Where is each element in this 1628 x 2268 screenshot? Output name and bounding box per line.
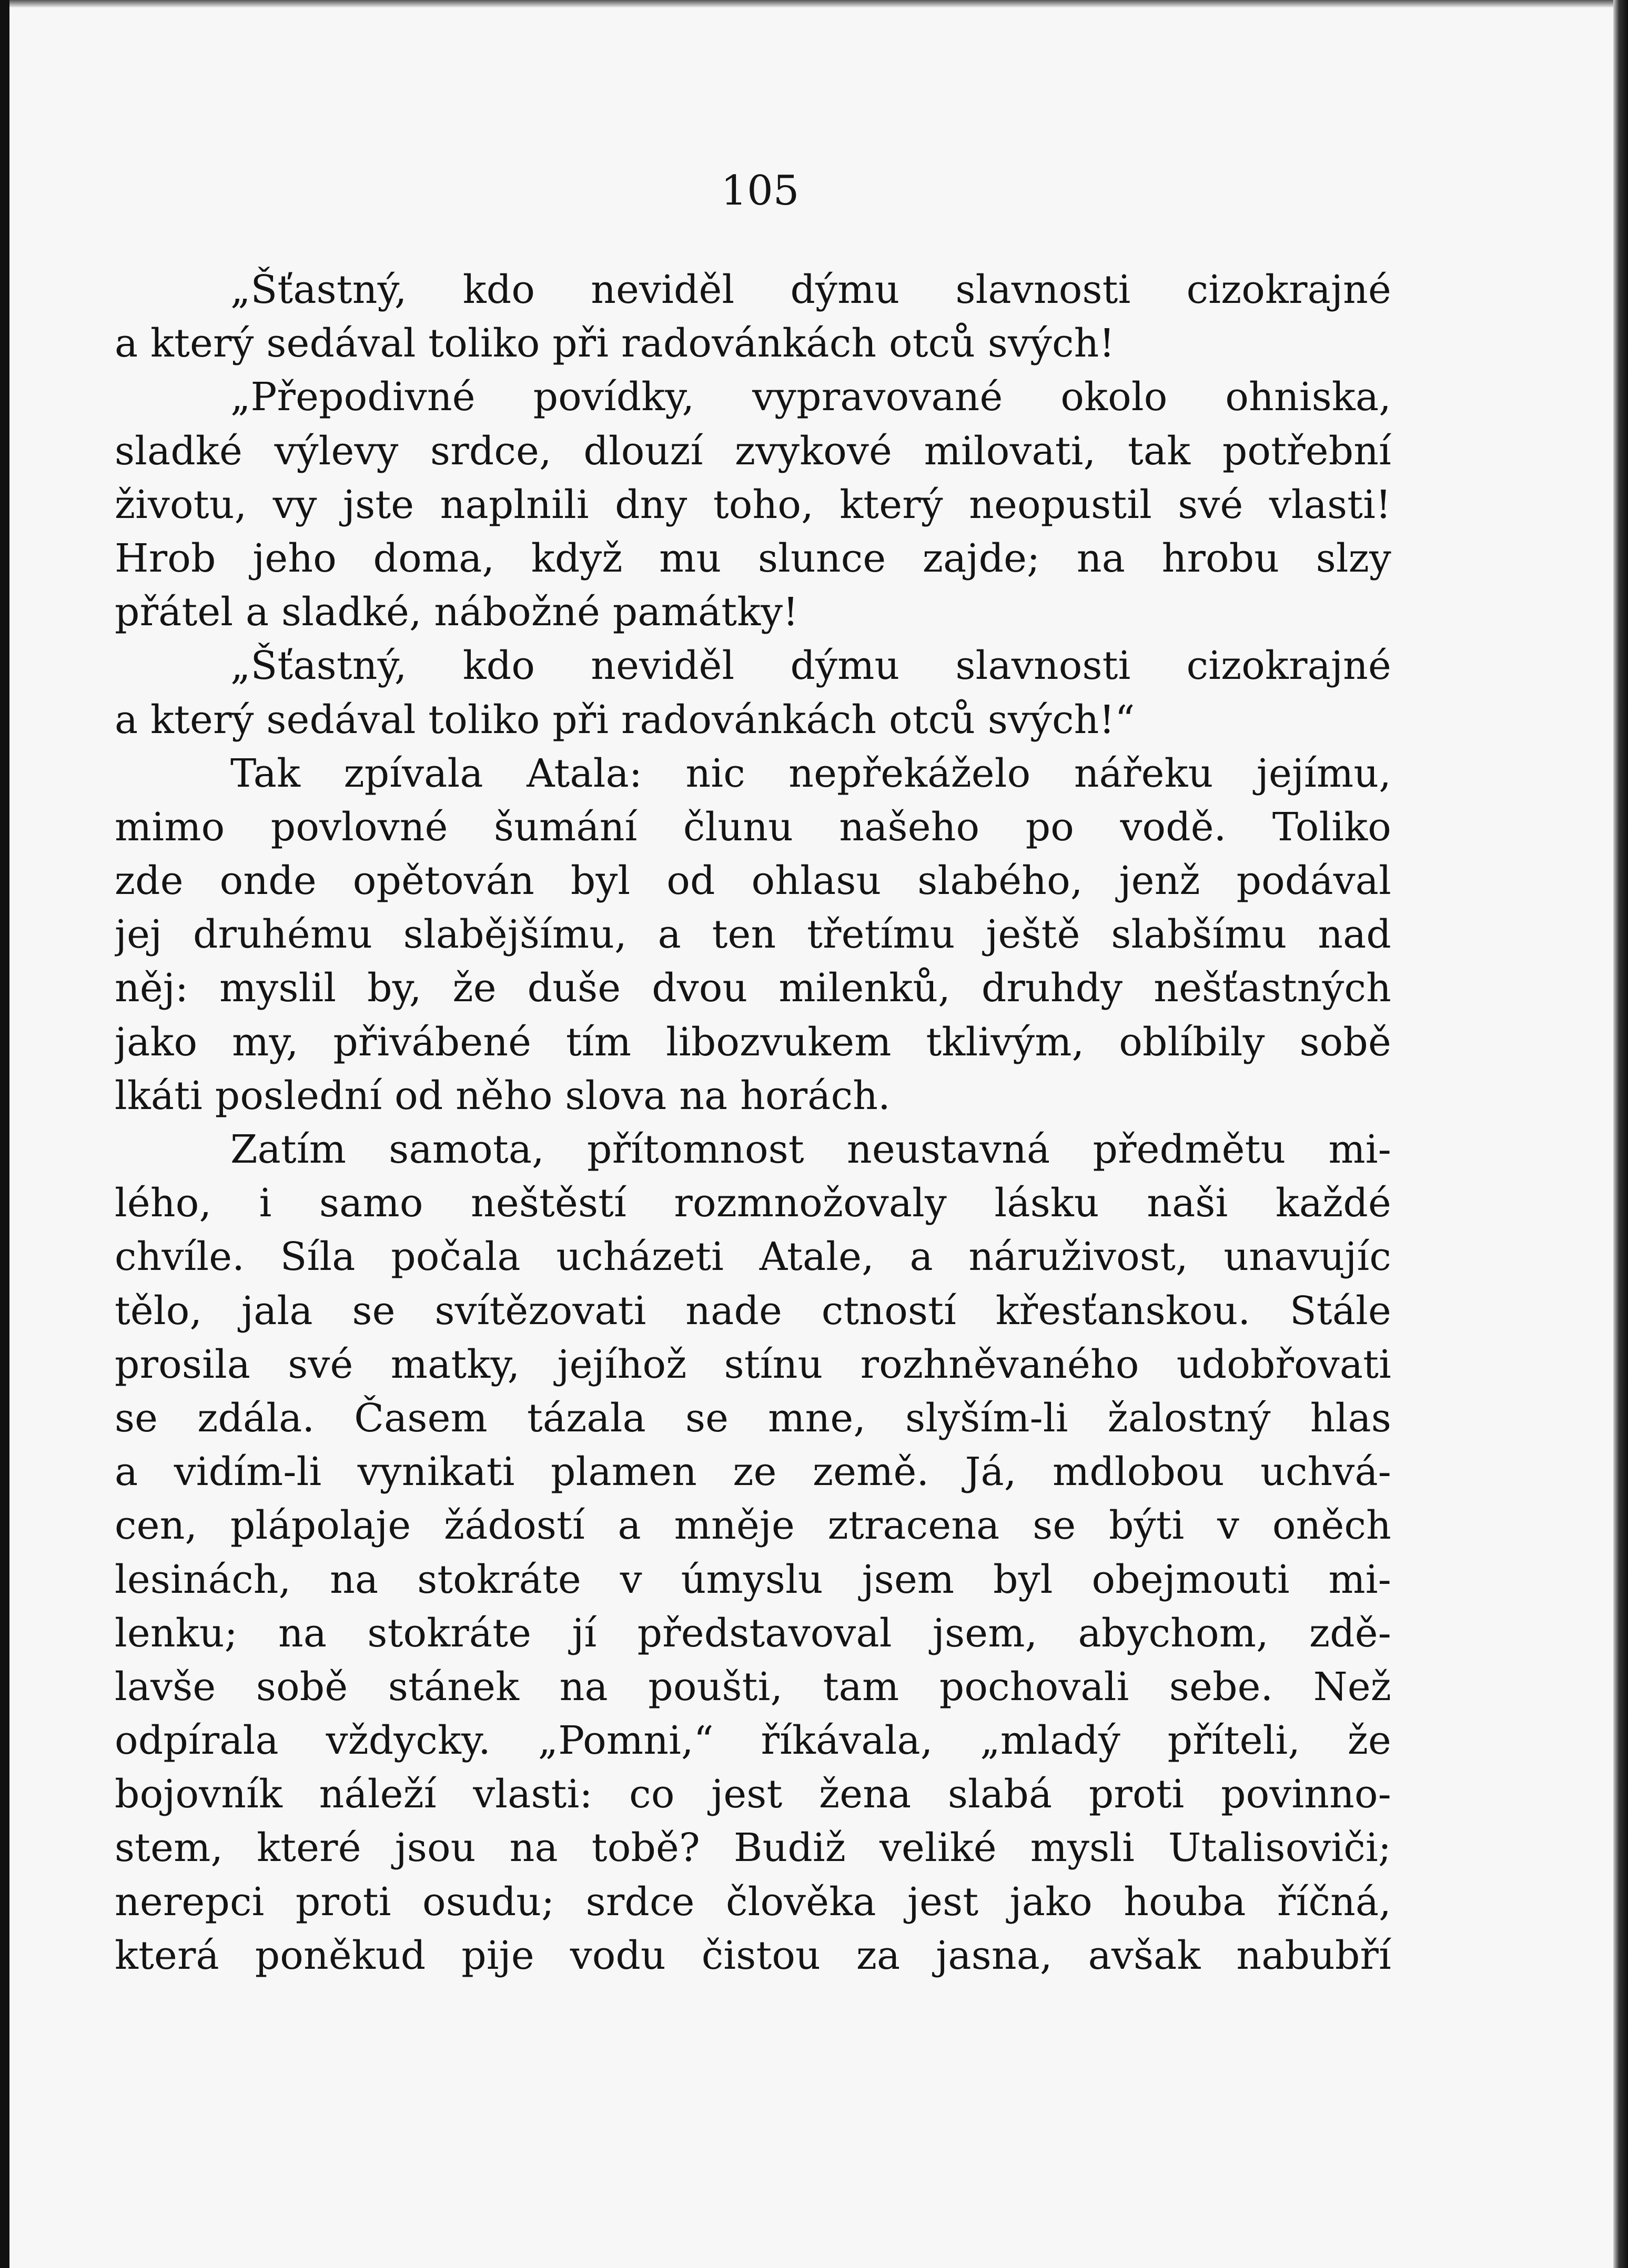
text-line: „Přepodivné povídky, vypravované okolo ohniska, xyxy=(230,374,1391,420)
text-line: zde onde opětován byl od ohlasu slabého, jenž podával xyxy=(115,858,1391,904)
text-line: která poněkud pije vodu čistou za jasna, avšak nabubří xyxy=(115,1933,1391,1978)
paragraph xyxy=(115,1123,1391,1982)
text-line: něj: myslil by, že duše dvou milenků, druhdy nešťastných xyxy=(115,965,1391,1011)
text-line: mimo povlovné šumání člunu našeho po vodě. Toliko xyxy=(115,804,1391,850)
text-line: stem, které jsou na tobě? Budiž veliké mysli Utalisoviči; xyxy=(115,1825,1391,1871)
scan-right-edge xyxy=(1613,0,1628,2268)
text-line: a vidím-li vynikati plamen ze země. Já, mdlobou uchvá- xyxy=(115,1449,1391,1495)
text-line: bojovník náleží vlasti: co jest žena slabá proti povinno- xyxy=(115,1772,1391,1817)
page-number: 105 xyxy=(721,167,800,215)
text-line: chvíle. Síla počala ucházeti Atale, a náruživost, unavujíc xyxy=(115,1234,1391,1280)
paragraph xyxy=(115,263,1391,370)
text-line: „Šťastný, kdo neviděl dýmu slavnosti cizokrajné xyxy=(230,643,1391,689)
text-line: lavše sobě stánek na poušti, tam pochovali sebe. Než xyxy=(115,1664,1391,1710)
text-line: odpírala vždycky. „Pomni,“ říkávala, „mladý příteli, že xyxy=(115,1718,1391,1764)
text-line: se zdála. Časem tázala se mne, slyším-li žalostný hlas xyxy=(115,1395,1391,1441)
text-line: lkáti poslední od něho slova na horách. xyxy=(115,1073,891,1118)
text-line: „Šťastný, kdo neviděl dýmu slavnosti cizokrajné xyxy=(230,267,1391,312)
text-line: lého, i samo neštěstí rozmnožovaly lásku naši každé xyxy=(115,1181,1391,1226)
text-line: Hrob jeho doma, když mu slunce zajde; na hrobu slzy xyxy=(115,535,1391,581)
paragraph xyxy=(115,370,1391,639)
text-line: Tak zpívala Atala: nic nepřekáželo nářeku jejímu, xyxy=(230,750,1391,796)
text-line: jako my, přivábené tím libozvukem tklivým, oblíbily sobě xyxy=(115,1019,1391,1065)
paragraph xyxy=(115,639,1391,746)
text-line: Zatím samota, přítomnost neustavná předmětu mi- xyxy=(230,1127,1391,1172)
text-line: lesinách, na stokráte v úmyslu jsem byl obejmouti mi- xyxy=(115,1557,1391,1602)
text-line: přátel a sladké, nábožné památky! xyxy=(115,589,799,635)
text-line: sladké výlevy srdce, dlouzí zvykové milovati, tak potřební xyxy=(115,428,1391,474)
text-line: prosila své matky, jejíhož stínu rozhněvaného udobřovati xyxy=(115,1341,1391,1387)
text-line: tělo, jala se svítězovati nade ctností křesťanskou. Stále xyxy=(115,1288,1391,1334)
text-line: a který sedával toliko při radovánkách otců svých!“ xyxy=(115,697,1135,743)
scan-top-edge xyxy=(0,0,1628,7)
paragraph xyxy=(115,747,1391,1123)
text-line: jej druhému slabějšímu, a ten třetímu ještě slabšímu nad xyxy=(115,912,1391,958)
text-line: cen, plápolaje žádostí a mněje ztracena se býti v oněch xyxy=(115,1503,1391,1549)
text-line: lenku; na stokráte jí představoval jsem, abychom, zdě- xyxy=(115,1610,1391,1656)
scan-left-edge xyxy=(0,0,9,2268)
text-line: a který sedával toliko při radovánkách otců svých! xyxy=(115,321,1115,367)
text-line: nerepci proti osudu; srdce člověka jest jako houba říčná, xyxy=(115,1879,1391,1925)
text-line: životu, vy jste naplnili dny toho, který neopustil své vlasti! xyxy=(115,482,1391,527)
body-text xyxy=(115,263,1391,1982)
